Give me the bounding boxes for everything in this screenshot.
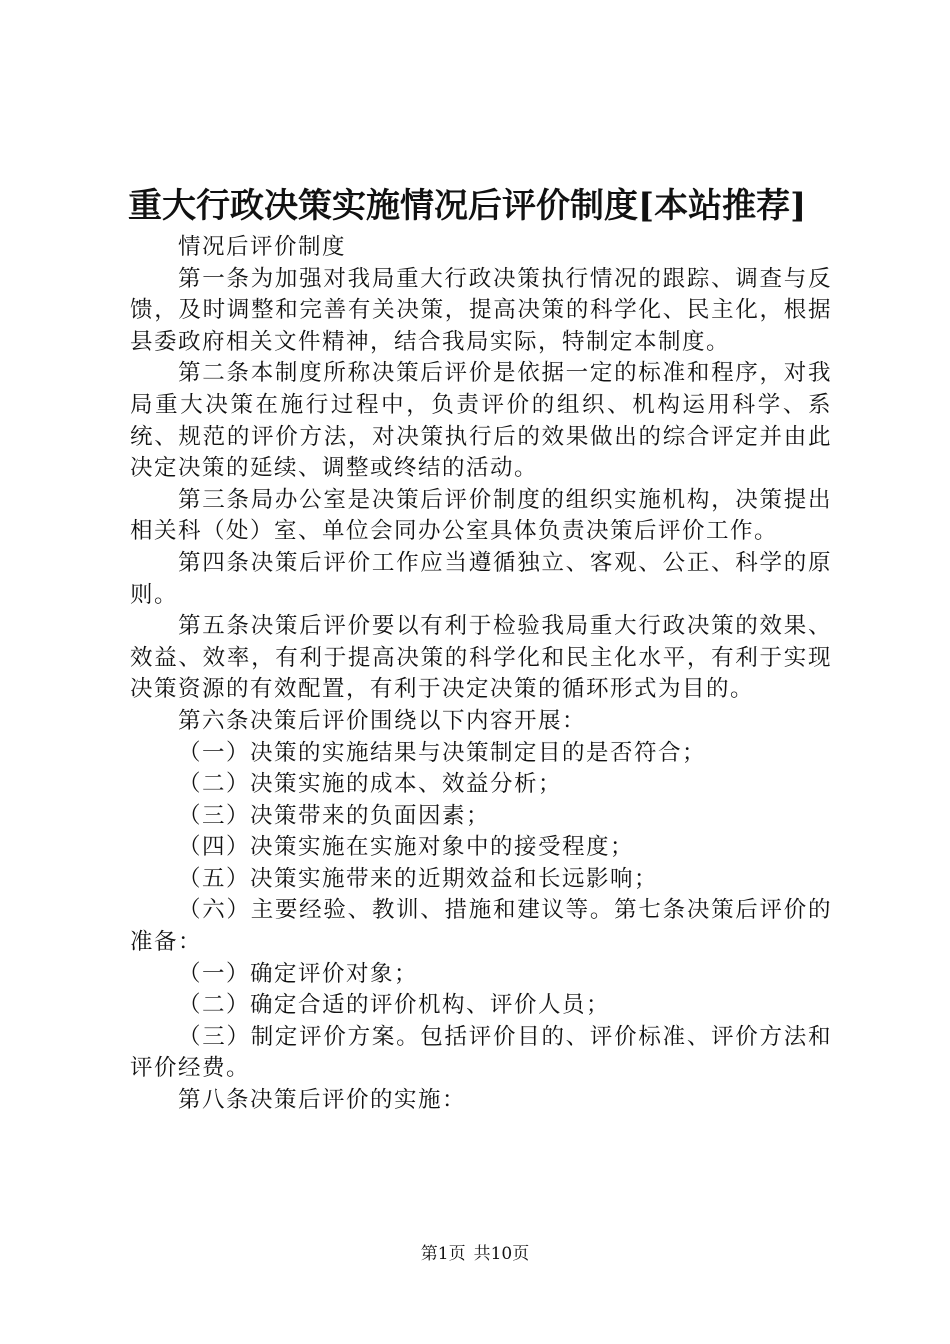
page-total: 共10页 [473,1244,530,1264]
page-footer [0,1243,950,1265]
paragraph-article-1: 第一条为加强对我局重大行政决策执行情况的跟踪、调查与反馈，及时调整和完善有关决策，提高决策的科学化、民主化，根据县委政府相关文件精神，结合我局实际，特制定本制度。 [130,265,832,355]
list-item-6-2: （二）决策实施的成本、效益分析； [178,771,563,798]
list-item-7-1: （一）确定评价对象； [178,960,419,987]
paragraph-article-5: 第五条决策后评价要以有利于检验我局重大行政决策的效果、效益、效率，有利于提高决策的科学化和民主化水平，有利于实现决策资源的有效配置，有利于决定决策的循环形式为目的。 [130,613,832,703]
list-item-6-3: （三）决策带来的负面因素； [178,802,491,829]
list-item-6-4: （四）决策实施在实施对象中的接受程度； [178,834,635,861]
page-number: 第1页 [420,1244,466,1264]
list-item-6-1: （一）决策的实施结果与决策制定目的是否符合； [178,739,707,766]
paragraph-subtitle: 情况后评价制度 [178,234,347,260]
document-body [130,232,832,1117]
list-item-6-5: （五）决策实施带来的近期效益和长远影响； [178,865,659,892]
paragraph-article-8: 第八条决策后评价的实施： [178,1087,467,1114]
paragraph-article-6: 第六条决策后评价围绕以下内容开展： [178,707,587,734]
list-item-6-6: （六）主要经验、教训、措施和建议等。第七条决策后评价的准备： [130,897,832,956]
paragraph-article-3: 第三条局办公室是决策后评价制度的组织实施机构，决策提出相关科（处）室、单位会同办公室具体负责决策后评价工作。 [130,486,832,545]
paragraph-article-2: 第二条本制度所称决策后评价是依据一定的标准和程序，对我局重大决策在施行过程中，负责评价的组织、机构运用科学、系统、规范的评价方法，对决策执行后的效果做出的综合评定并由此决定决策的延续、调整或终结的活动。 [130,360,832,482]
list-item-7-3: （三）制定评价方案。包括评价目的、评价标准、评价方法和评价经费。 [130,1023,832,1082]
list-item-7-2: （二）确定合适的评价机构、评价人员； [178,992,611,1019]
document-title: 重大行政决策实施情况后评价制度[本站推荐] [128,186,807,226]
paragraph-article-4: 第四条决策后评价工作应当遵循独立、客观、公正、科学的原则。 [130,549,832,608]
